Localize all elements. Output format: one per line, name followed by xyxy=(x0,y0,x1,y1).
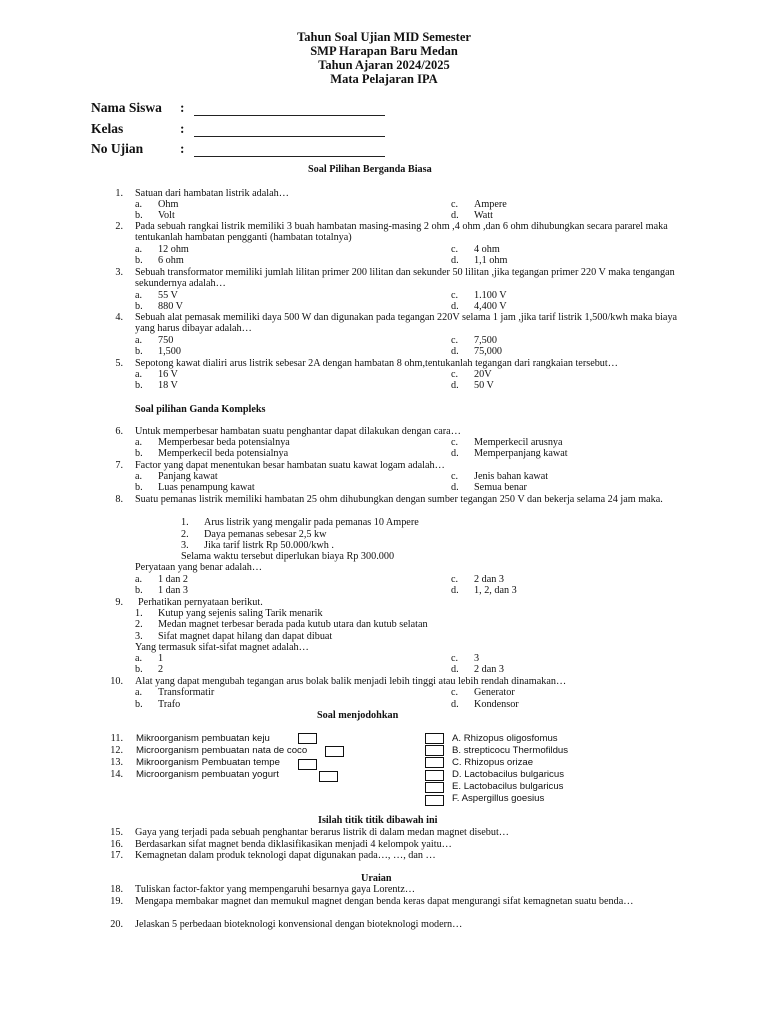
option-text: 1.100 V xyxy=(474,290,507,301)
question-text: Berdasarkan sifat magnet benda diklasifikasikan menjadi 4 kelompok yaitu… xyxy=(135,839,452,850)
section-title-uraian: Uraian xyxy=(361,873,392,884)
school-name: SMP Harapan Baru Medan xyxy=(310,44,458,58)
question-number: 16. xyxy=(110,839,123,850)
option-text: 50 V xyxy=(474,380,494,391)
option-letter: b. xyxy=(135,255,143,266)
option-letter: a. xyxy=(135,437,143,448)
question-prompt: Yang termasuk sifat-sifat magnet adalah… xyxy=(135,642,309,653)
option-letter: b. xyxy=(135,380,143,391)
matching-option: E. Lactobacilus bulgaricus xyxy=(452,781,564,792)
answer-box[interactable] xyxy=(319,771,338,782)
question-text: Suatu pemanas listrik memiliki hambatan 25 ohm dihubungkan dengan sumber tegangan 250 V dan bekerja selama 24 jam maka. xyxy=(135,494,663,505)
matching-option: C. Rhizopus orizae xyxy=(452,757,534,768)
option-text: 1,1 ohm xyxy=(474,255,508,266)
answer-box[interactable] xyxy=(425,795,444,806)
question-text: Satuan dari hambatan listrik adalah… xyxy=(135,188,289,199)
question-text: Sebuah alat pemasak memiliki daya 500 W dan digunakan pada tegangan 220V selama 1 jam ,jika tarif listrik 1,500/kwh maka biaya yang harus dibayar adalah… xyxy=(135,312,678,335)
matching-option: B. strepticocu Thermofildus xyxy=(452,745,569,756)
matching-number: 14. xyxy=(110,769,123,780)
option-letter: d. xyxy=(451,448,459,459)
question-text: Gaya yang terjadi pada sebuah penghantar berarus listrik di dalam medan magnet disebut… xyxy=(135,827,509,838)
statement-number: 3. xyxy=(135,631,143,642)
option-letter: d. xyxy=(451,346,459,357)
option-text: 1 xyxy=(158,653,164,664)
option-text: Generator xyxy=(474,687,515,698)
question-number: 19. xyxy=(110,896,123,907)
question-text: Tuliskan factor-faktor yang mempengaruhi besarnya gaya Lorentz… xyxy=(135,884,416,895)
statement-text: Sifat magnet dapat hilang dan dapat dibuat xyxy=(158,631,333,642)
statement-text: Arus listrik yang mengalir pada pemanas 10 Ampere xyxy=(204,517,419,528)
question-number: 10. xyxy=(110,676,123,687)
option-letter: b. xyxy=(135,301,143,312)
answer-box[interactable] xyxy=(425,733,444,744)
option-text: Semua benar xyxy=(474,482,527,493)
option-letter: b. xyxy=(135,664,143,675)
question-number: 1. xyxy=(115,188,123,199)
matching-item: Microorganism pembuatan yogurt xyxy=(136,769,279,780)
option-text: 6 ohm xyxy=(158,255,184,266)
answer-box[interactable] xyxy=(425,745,444,756)
option-text: Memperkecil beda potensialnya xyxy=(158,448,289,459)
matching-option: F. Aspergillus goesius xyxy=(452,793,545,804)
option-letter: b. xyxy=(135,585,143,596)
subject-name: Mata Pelajaran IPA xyxy=(330,72,438,86)
question-number: 15. xyxy=(110,827,123,838)
statement-text: Jika tarif listrk Rp 50.000/kwh . xyxy=(204,540,334,551)
matching-number: 11. xyxy=(110,733,123,744)
question-text: Jelaskan 5 perbedaan bioteknologi konvensional dengan bioteknologi modern… xyxy=(135,919,463,930)
option-letter: a. xyxy=(135,653,143,664)
statement-text: Medan magnet terbesar berada pada kutub utara dan kutub selatan xyxy=(158,619,428,630)
option-text: 12 ohm xyxy=(158,244,189,255)
answer-box[interactable] xyxy=(425,782,444,793)
question-number: 17. xyxy=(110,850,123,861)
exam-title: Tahun Soal Ujian MID Semester xyxy=(297,30,471,44)
option-text: Volt xyxy=(158,210,175,221)
option-letter: b. xyxy=(135,482,143,493)
option-text: 1 dan 2 xyxy=(158,574,188,585)
academic-year: Tahun Ajaran 2024/2025 xyxy=(318,58,450,72)
option-text: 2 xyxy=(158,664,164,675)
option-text: 4,400 V xyxy=(474,301,507,312)
question-text: Untuk memperbesar hambatan suatu penghantar dapat dilakukan dengan cara… xyxy=(135,426,461,437)
option-letter: a. xyxy=(135,290,143,301)
option-text: 1, 2, dan 3 xyxy=(474,585,517,596)
option-text: Jenis bahan kawat xyxy=(474,471,549,482)
question-number: 6. xyxy=(115,426,123,437)
option-text: Panjang kawat xyxy=(158,471,218,482)
statement-number: 2. xyxy=(135,619,143,630)
option-letter: c. xyxy=(451,290,459,301)
option-letter: d. xyxy=(451,664,459,675)
answer-box[interactable] xyxy=(425,757,444,768)
option-letter: c. xyxy=(451,574,459,585)
matching-option: A. Rhizopus oligosfomus xyxy=(452,733,558,744)
section-title-isian: Isilah titik titik dibawah ini xyxy=(318,815,438,826)
statement-number: 2. xyxy=(181,529,189,540)
option-text: 2 dan 3 xyxy=(474,574,504,585)
option-letter: a. xyxy=(135,199,143,210)
option-letter: b. xyxy=(135,448,143,459)
option-letter: b. xyxy=(135,699,143,710)
name-blank-line[interactable] xyxy=(194,115,385,116)
option-text: 20V xyxy=(474,369,492,380)
option-text: Transformatir xyxy=(158,687,215,698)
question-number: 7. xyxy=(115,460,123,471)
option-text: Kondensor xyxy=(474,699,519,710)
option-text: Watt xyxy=(474,210,493,221)
option-text: 4 ohm xyxy=(474,244,500,255)
matching-number: 12. xyxy=(110,745,123,756)
question-text: Sebuah transformator memiliki jumlah lilitan primer 200 lilitan dan sekunder 50 lilitan ,jika tegangan primer 220 V maka tengangan sekundernya adalah… xyxy=(135,267,675,290)
statement-text: Kutup yang sejenis saling Tarik menarik xyxy=(158,608,323,619)
option-letter: c. xyxy=(451,471,459,482)
option-text: 55 V xyxy=(158,290,178,301)
option-text: 16 V xyxy=(158,369,178,380)
option-text: 2 dan 3 xyxy=(474,664,504,675)
question-prompt: Peryataan yang benar adalah… xyxy=(135,562,263,573)
statement-number: 1. xyxy=(135,608,143,619)
matching-item: Mikroorganism Pembuatan tempe xyxy=(136,757,280,768)
option-letter: d. xyxy=(451,585,459,596)
option-text: Ampere xyxy=(474,199,507,210)
question-text: Sepotong kawat dialiri arus listrik sebesar 2A dengan hambatan 8 ohm,tentukanlah tegangan dari rangkaian tersebut… xyxy=(135,358,618,369)
option-text: Memperkecil arusnya xyxy=(474,437,563,448)
option-text: 75,000 xyxy=(474,346,503,357)
option-letter: c. xyxy=(451,335,459,346)
option-letter: d. xyxy=(451,699,459,710)
answer-box[interactable] xyxy=(298,733,317,744)
matching-item: Microorganism pembuatan nata de coco xyxy=(136,745,308,756)
option-text: Memperpanjang kawat xyxy=(474,448,568,459)
option-text: 3 xyxy=(474,653,480,664)
option-letter: d. xyxy=(451,482,459,493)
option-letter: a. xyxy=(135,244,143,255)
option-letter: d. xyxy=(451,210,459,221)
exam-number-colon: : xyxy=(180,141,185,156)
question-number: 4. xyxy=(115,312,123,323)
statement-continuation: Selama waktu tersebut diperlukan biaya Rp 300.000 xyxy=(181,551,395,562)
statement-number: 1. xyxy=(181,517,189,528)
question-number: 2. xyxy=(115,221,123,232)
statement-number: 3. xyxy=(181,540,189,551)
option-text: Luas penampung kawat xyxy=(158,482,255,493)
option-letter: c. xyxy=(451,653,459,664)
name-colon: : xyxy=(180,100,185,115)
option-letter: a. xyxy=(135,369,143,380)
option-text: 750 xyxy=(158,335,174,346)
question-number: 20. xyxy=(110,919,123,930)
answer-box[interactable] xyxy=(325,746,344,757)
option-letter: c. xyxy=(451,244,459,255)
option-letter: a. xyxy=(135,471,143,482)
option-text: Ohm xyxy=(158,199,179,210)
question-text: Pada sebuah rangkai listrik memiliki 3 buah hambatan masing-masing 2 ohm ,4 ohm ,dan 6 ohm dihubungkan secara pararel maka tentukanlah hambatan pengganti (hambatan totalnya) xyxy=(135,221,668,244)
section-title-pg-kompleks: Soal pilihan Ganda Kompleks xyxy=(135,404,266,415)
option-letter: c. xyxy=(451,687,459,698)
option-letter: b. xyxy=(135,210,143,221)
class-blank-line[interactable] xyxy=(194,136,385,137)
question-number: 3. xyxy=(115,267,123,278)
section-title-menjodohkan: Soal menjodohkan xyxy=(317,710,399,721)
option-letter: a. xyxy=(135,335,143,346)
option-letter: d. xyxy=(451,380,459,391)
option-text: Memperbesar beda potensialnya xyxy=(158,437,290,448)
question-number: 9. xyxy=(115,597,123,608)
option-letter: d. xyxy=(451,255,459,266)
option-letter: c. xyxy=(451,437,459,448)
question-text: Kemagnetan dalam produk teknologi dapat digunakan pada…, …, dan … xyxy=(135,850,436,861)
option-letter: c. xyxy=(451,369,459,380)
option-text: 1 dan 3 xyxy=(158,585,188,596)
matching-item: Mikroorganism pembuatan keju xyxy=(136,733,270,744)
option-text: 880 V xyxy=(158,301,184,312)
option-text: 18 V xyxy=(158,380,178,391)
section-title-pg-biasa: Soal Pilihan Berganda Biasa xyxy=(308,164,432,175)
question-text: Alat yang dapat mengubah tegangan arus bolak balik menjadi lebih tinggi atau lebih rendah dinamakan… xyxy=(135,676,567,687)
answer-box[interactable] xyxy=(298,759,317,770)
question-number: 5. xyxy=(115,358,123,369)
matching-option: D. Lactobacilus bulgaricus xyxy=(452,769,564,780)
question-number: 8. xyxy=(115,494,123,505)
option-letter: b. xyxy=(135,346,143,357)
exam-number-label: No Ujian xyxy=(91,141,144,156)
answer-box[interactable] xyxy=(425,770,444,781)
name-label: Nama Siswa xyxy=(91,100,162,115)
option-letter: d. xyxy=(451,301,459,312)
option-text: 1,500 xyxy=(158,346,181,357)
question-text: Mengapa membakar magnet dan memukul magnet dengan benda keras dapat mengurangi sifat kemagnetan suatu benda… xyxy=(135,896,634,907)
option-letter: a. xyxy=(135,574,143,585)
option-letter: c. xyxy=(451,199,459,210)
question-text: Factor yang dapat menentukan besar hambatan suatu kawat logam adalah… xyxy=(135,460,445,471)
option-letter: a. xyxy=(135,687,143,698)
statement-text: Daya pemanas sebesar 2,5 kw xyxy=(204,529,327,540)
option-text: 7,500 xyxy=(474,335,497,346)
class-colon: : xyxy=(180,121,185,136)
exam-number-blank-line[interactable] xyxy=(194,156,385,157)
question-number: 18. xyxy=(110,884,123,895)
class-label: Kelas xyxy=(91,121,124,136)
matching-number: 13. xyxy=(110,757,123,768)
option-text: Trafo xyxy=(158,699,181,710)
question-text: Perhatikan pernyataan berikut. xyxy=(138,597,263,608)
